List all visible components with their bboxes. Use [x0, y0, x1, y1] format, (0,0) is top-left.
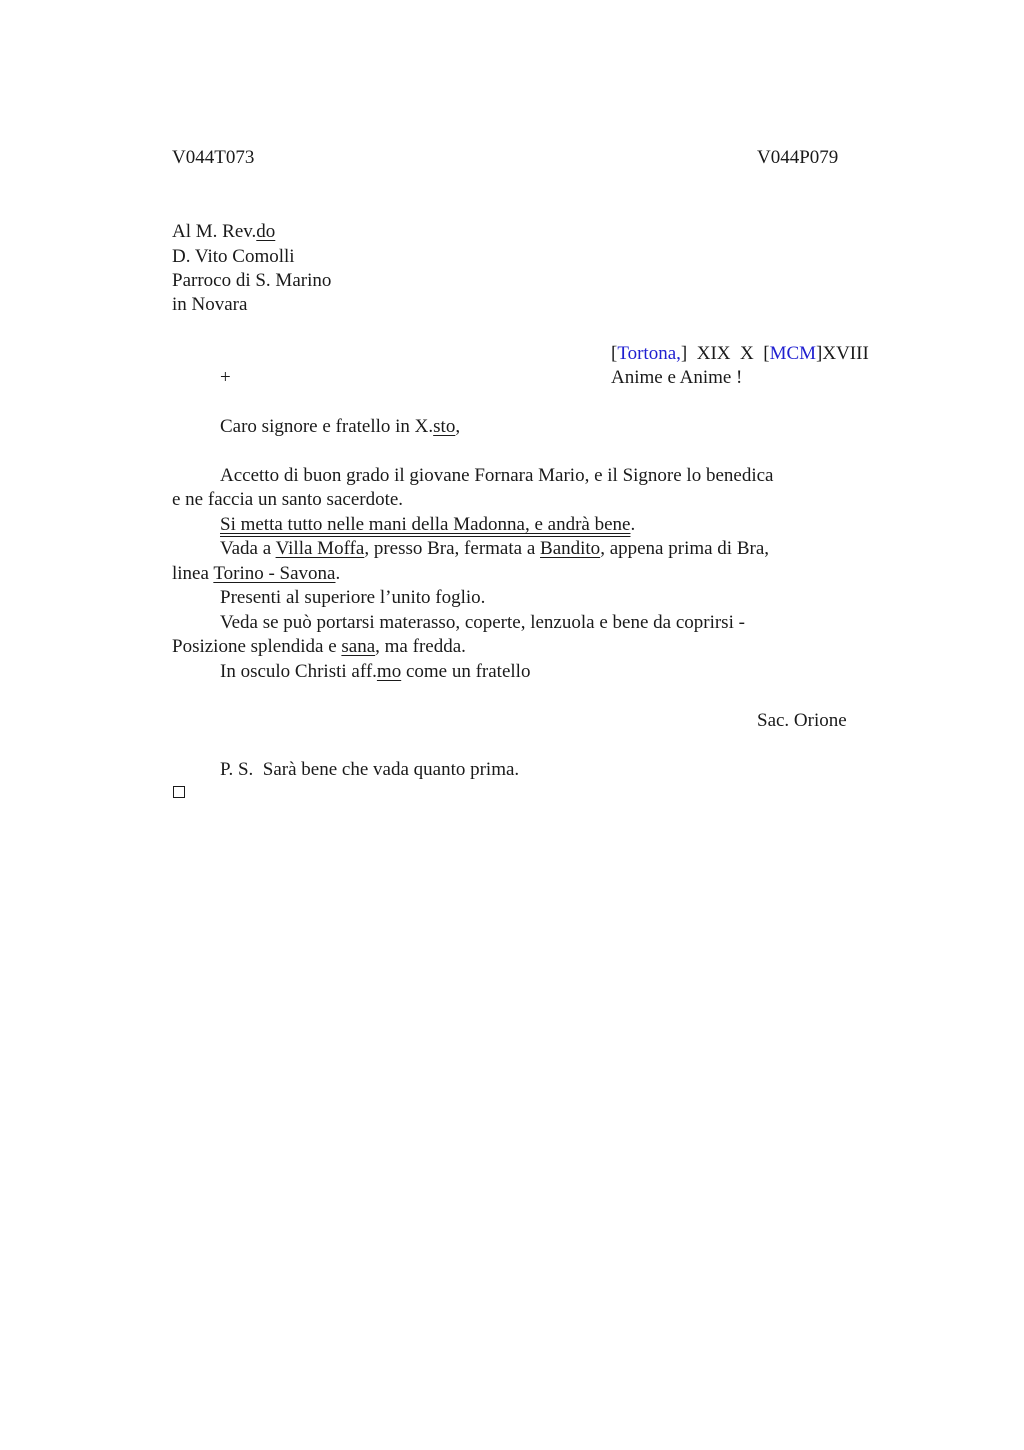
date-year-suffix: XVIII	[822, 343, 869, 364]
body-paragraph-3-line-1	[220, 537, 769, 561]
place-villa-moffa: Villa Moffa	[275, 538, 365, 559]
salutation	[220, 415, 460, 439]
date-day-month: XIX X	[687, 343, 764, 364]
text-span: Posizione splendida e	[172, 636, 342, 657]
period: .	[335, 563, 341, 584]
body-paragraph-2	[220, 513, 635, 537]
body-paragraph-3-line-2	[172, 562, 340, 586]
closing-line	[220, 660, 530, 684]
text-span: In osculo Christi aff.	[220, 661, 377, 682]
body-paragraph-4: Presenti al superiore l’unito foglio.	[220, 587, 486, 608]
text-span: Vada a	[220, 538, 276, 559]
text-span: come un fratello	[401, 661, 531, 682]
address-line-2: D. Vito Comolli	[172, 246, 295, 267]
cross-symbol: +	[220, 367, 231, 388]
dateline	[611, 342, 869, 366]
salutation-text: Caro signore e fratello in X.	[220, 416, 434, 437]
date-place: Tortona,	[617, 343, 681, 364]
bracket: [	[611, 343, 618, 364]
date-year-prefix: MCM	[769, 343, 817, 364]
signature: Sac. Orione	[757, 710, 847, 731]
address-title-abbrev: do	[256, 221, 276, 242]
address-line-3: Parroco di S. Marino	[172, 270, 332, 291]
bracket: [	[763, 343, 770, 364]
text-span: , ma fredda.	[375, 636, 466, 657]
bracket: ]	[680, 343, 688, 364]
text-span: , appena prima di Bra,	[600, 538, 770, 559]
word-sana: sana	[341, 636, 376, 657]
salutation-abbrev: sto	[433, 416, 456, 437]
emphasized-sentence: Si metta tutto nelle mani della Madonna, e andrà bene	[220, 514, 631, 535]
body-paragraph-5-line-2	[172, 635, 466, 659]
period: .	[630, 514, 636, 535]
document-code-left: V044T073	[172, 147, 255, 168]
bracket: ]	[816, 343, 823, 364]
text-span: linea	[172, 563, 214, 584]
document-code-right: V044P079	[757, 147, 839, 168]
closing-abbrev: mo	[376, 661, 402, 682]
railway-line: Torino - Savona	[213, 563, 336, 584]
address-line-1	[172, 220, 275, 244]
address-line-4: in Novara	[172, 294, 248, 315]
body-paragraph-1-line-2: e ne faccia un santo sacerdote.	[172, 489, 404, 510]
checkbox-square-icon	[173, 786, 185, 798]
address-title: Al M. Rev.	[172, 221, 257, 242]
text-span: , presso Bra, fermata a	[364, 538, 541, 559]
motto: Anime e Anime !	[611, 367, 743, 388]
place-bandito: Bandito	[540, 538, 601, 559]
postscript: P. S. Sarà bene che vada quanto prima.	[220, 759, 520, 780]
body-paragraph-1-line-1: Accetto di buon grado il giovane Fornara Mario, e il Signore lo benedica	[220, 465, 774, 486]
body-paragraph-5-line-1: Veda se può portarsi materasso, coperte, lenzuola e bene da coprirsi -	[220, 612, 745, 633]
salutation-comma: ,	[455, 416, 461, 437]
